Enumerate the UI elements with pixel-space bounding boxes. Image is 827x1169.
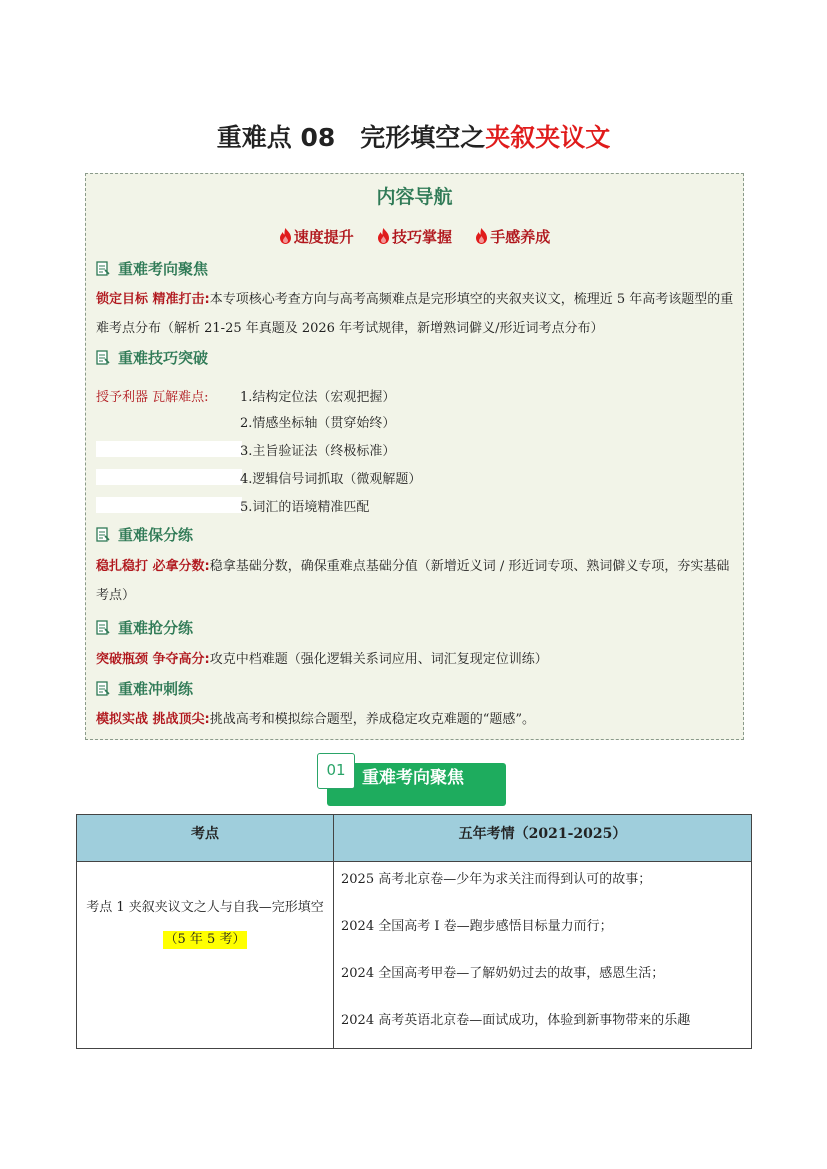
techniques-lead: 授予利器 瓦解难点:: [96, 390, 209, 405]
section-paragraph-focus: [96, 285, 736, 343]
nav-tag: [377, 226, 452, 247]
nav-tag-label: 手感养成: [490, 228, 551, 246]
nav-tag-label: 速度提升: [293, 228, 354, 246]
document-icon: [96, 681, 110, 696]
section-lead: 锁定目标 精准打击:: [96, 292, 210, 307]
exam-item: 2025 高考北京卷—少年为求关注而得到认可的故事；: [341, 872, 652, 887]
badge-number: 01: [317, 753, 355, 789]
section-text: 挑战高考和模拟综合题型，养成稳定攻克难题的“题感”。: [209, 712, 536, 727]
document-icon: [96, 620, 110, 635]
document-icon: [96, 527, 110, 542]
section-paragraph-sprint-practice: [96, 705, 736, 734]
title-prefix: 重难点 08 完形填空之: [216, 123, 486, 152]
section-title: 重难抢分练: [118, 619, 194, 637]
technique-item: 2.情感坐标轴（贯穿始终）: [240, 416, 396, 431]
section-paragraph-basic-practice: [96, 552, 736, 610]
section-heading-advanced-practice: [96, 617, 193, 638]
section-paragraph-advanced-practice: [96, 645, 736, 674]
table-header-row: [77, 815, 752, 862]
exam-item: 2024 全国高考 I 卷—跑步感悟目标量力而行；: [341, 919, 613, 934]
badge-label: 重难考向聚焦: [362, 768, 464, 788]
section-title: 重难考向聚焦: [118, 260, 209, 278]
nav-tag: [475, 226, 550, 247]
section-text: 攻克中档难题（强化逻辑关系词应用、词汇复现定位训练）: [209, 652, 548, 667]
flame-icon: [279, 228, 292, 244]
section-title: 重难保分练: [118, 526, 194, 544]
section-badge: [317, 753, 507, 809]
knowledge-point-cell: [77, 862, 334, 1049]
document-icon: [96, 350, 110, 365]
blank-bar: [96, 497, 242, 513]
exam-count-badge: （5 年 5 考）: [164, 932, 246, 947]
nav-tags: [86, 226, 743, 247]
table-row: [77, 862, 752, 1049]
exam-table: [76, 814, 752, 1049]
section-heading-focus: [96, 258, 208, 279]
section-heading-basic-practice: [96, 524, 193, 545]
document-icon: [96, 261, 110, 276]
section-lead: 突破瓶颈 争夺高分:: [96, 652, 210, 667]
section-lead: 稳扎稳打 必拿分数:: [96, 559, 210, 574]
knowledge-point: [77, 862, 333, 956]
technique-item: 1.结构定位法（宏观把握）: [240, 390, 396, 405]
flame-icon: [377, 228, 390, 244]
section-title: 重难冲刺练: [118, 680, 194, 698]
nav-tag-label: 技巧掌握: [391, 228, 452, 246]
section-heading-techniques: [96, 347, 208, 368]
flame-icon: [475, 228, 488, 244]
header-cell: 五年考情（2021-2025）: [334, 815, 752, 862]
section-text: 稳拿基础分数，确保重难点基础分值（新增近义词 / 形近词专项、熟词僻义专项，夯实基础考点）: [96, 559, 730, 603]
content-navigation-box: [85, 173, 744, 740]
technique-item: 3.主旨验证法（终极标准）: [240, 444, 396, 459]
page-title: [0, 118, 827, 154]
blank-bar: [96, 441, 242, 457]
header-cell: 考点: [77, 815, 334, 862]
section-lead: 模拟实战 挑战顶尖:: [96, 712, 210, 727]
technique-item: 4.逻辑信号词抓取（微观解题）: [240, 472, 422, 487]
technique-item: 5.词汇的语境精准匹配: [240, 500, 370, 515]
title-highlight: 夹叙夹议文: [485, 123, 611, 152]
section-heading-sprint-practice: [96, 678, 193, 699]
section-text: 本专项核心考查方向与高考高频难点是完形填空的夹叙夹议文，梳理近 5 年高考该题型的重难考点分布（解析 21-25 年真题及 2026 年考试规律，新增熟词僻义/形近词考点分布）: [96, 292, 734, 336]
exam-item: 2024 高考英语北京卷—面试成功，体验到新事物带来的乐趣: [341, 1013, 691, 1028]
exam-list-cell: [334, 862, 752, 1049]
exam-item: 2024 全国高考甲卷—了解奶奶过去的故事，感恩生活；: [341, 966, 665, 981]
nav-tag: [279, 226, 354, 247]
blank-bar: [96, 469, 242, 485]
nav-heading: 内容导航: [376, 186, 453, 208]
section-title: 重难技巧突破: [118, 349, 209, 367]
knowledge-point-text: 考点 1 夹叙夹议文之人与自我—完形填空: [86, 900, 324, 915]
